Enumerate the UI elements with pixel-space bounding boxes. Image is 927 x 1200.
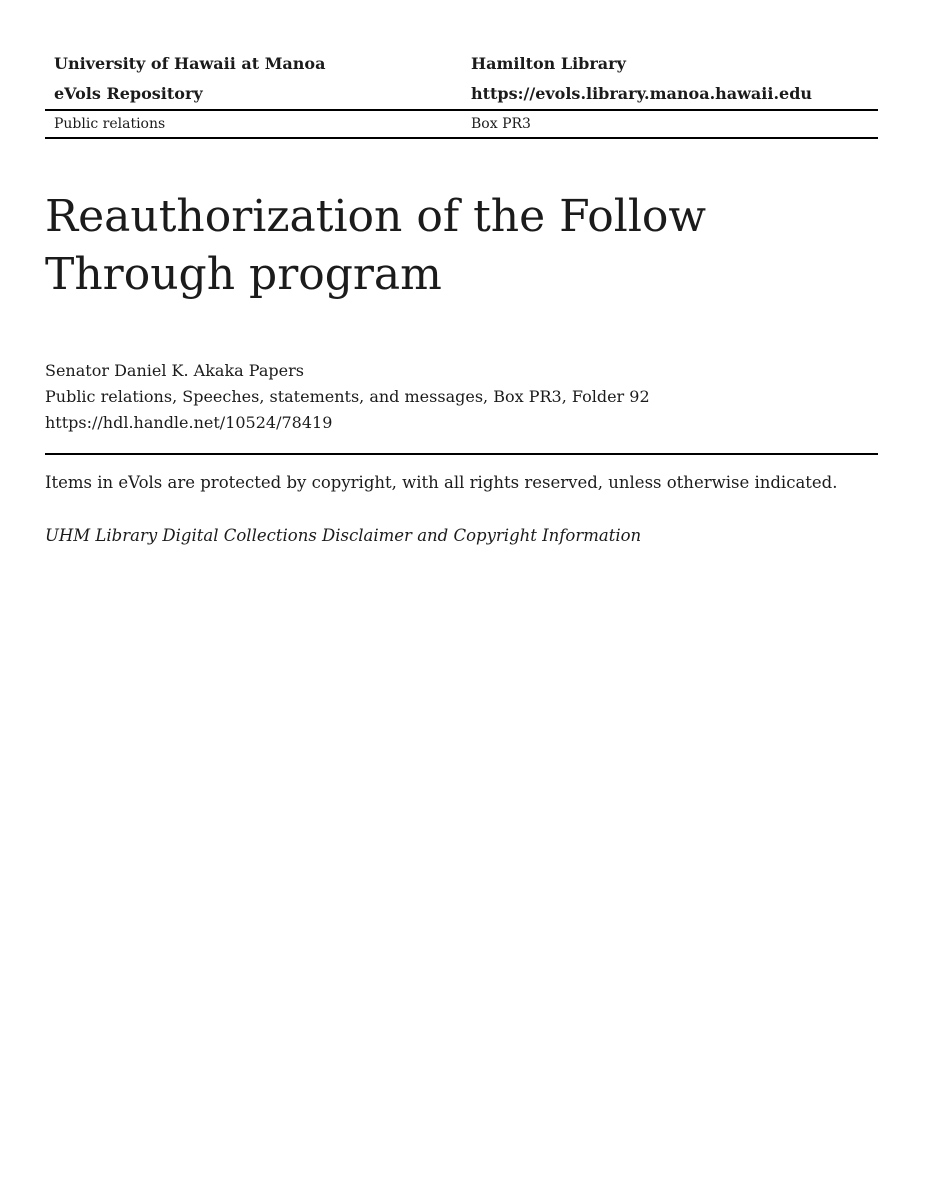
header-institution: University of Hawaii at Manoa <box>54 54 326 73</box>
header-library: Hamilton Library <box>471 54 626 73</box>
header-box: Box PR3 <box>471 116 531 132</box>
header-row-top <box>45 49 878 109</box>
footer-divider <box>45 453 878 455</box>
rights-statement: Items in eVols are protected by copyright, with all rights reserved, unless otherwise indicated. <box>45 473 838 492</box>
disclaimer-link[interactable]: UHM Library Digital Collections Disclaimer and Copyright Information <box>45 526 642 545</box>
handle-link[interactable]: https://hdl.handle.net/10524/78419 <box>45 413 333 432</box>
citation-source: Public relations, Speeches, statements, and messages, Box PR3, Folder 92 <box>45 387 650 406</box>
citation-collection: Senator Daniel K. Akaka Papers <box>45 361 304 380</box>
header-divider-bottom <box>45 137 878 139</box>
header-series: Public relations <box>54 116 166 132</box>
document-title: Reauthorization of the Follow Through program <box>45 191 707 300</box>
header-row-bottom <box>45 111 878 137</box>
citation-block <box>45 358 878 436</box>
header-repository-name: eVols Repository <box>54 84 203 103</box>
header-repository-url: https://evols.library.manoa.hawaii.edu <box>471 84 813 103</box>
header-table <box>45 49 878 139</box>
